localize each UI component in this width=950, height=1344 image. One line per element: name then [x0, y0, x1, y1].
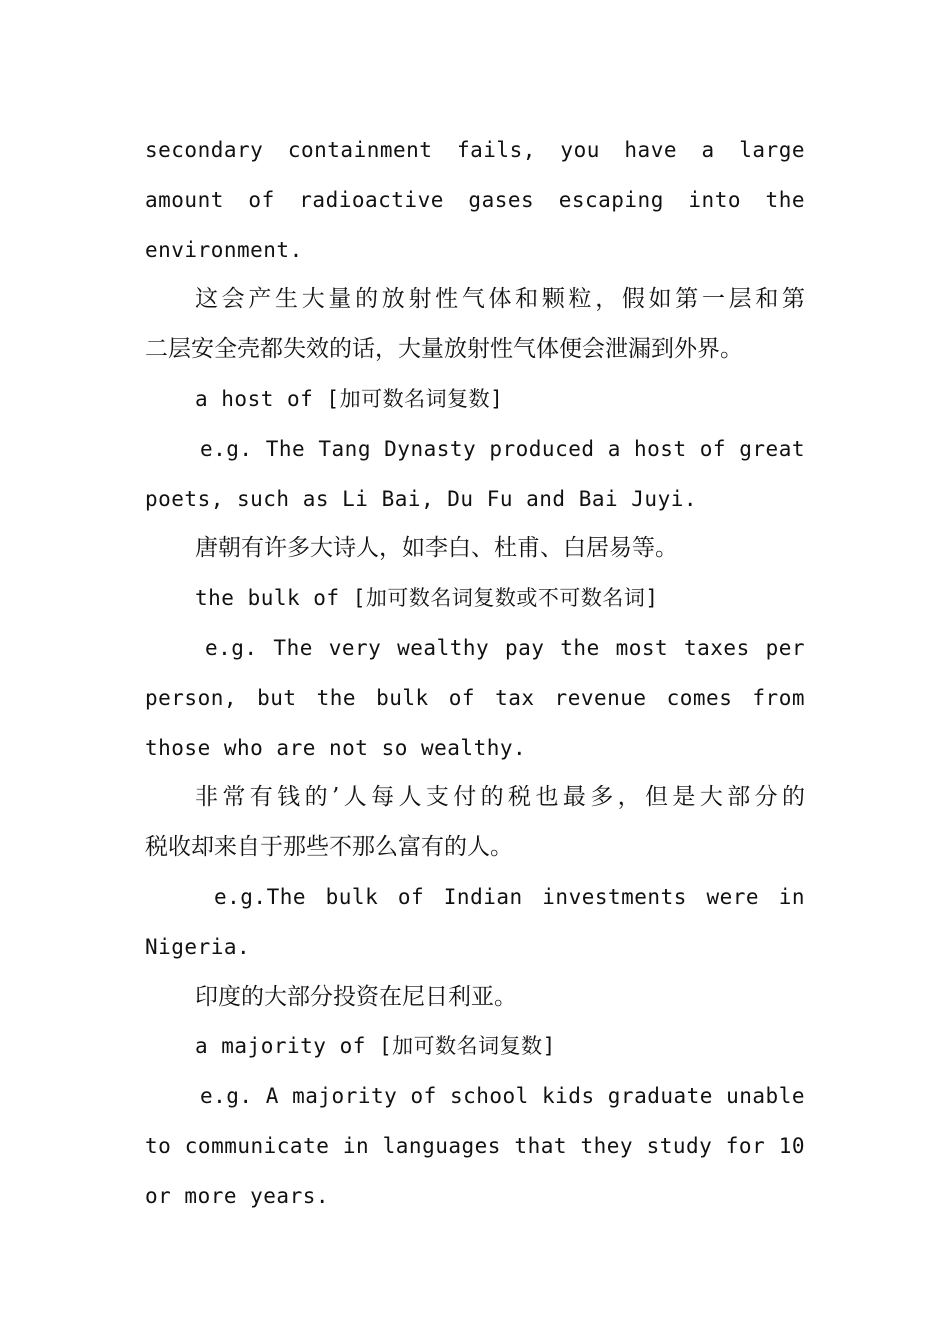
- example-line-4: person, but the bulk of tax revenue comes from: [145, 685, 805, 710]
- example-line-5: those who are not so wealthy.: [145, 735, 527, 760]
- document-page: [145, 126, 805, 1222]
- example-line-7: Nigeria.: [145, 934, 251, 959]
- example-line-6: e.g.The bulk of Indian investments were in: [214, 884, 805, 909]
- phrase-heading-a-host-of: a host of [加可数名词复数]: [195, 386, 504, 411]
- example-line-10: or more years.: [145, 1183, 330, 1208]
- example-line-8: e.g. A majority of school kids graduate unable: [200, 1084, 805, 1109]
- translation-line-5: 税收却来自于那些不那么富有的人。: [145, 834, 513, 861]
- text-line-2: amount of radioactive gases escaping into the: [145, 187, 805, 212]
- phrase-heading-a-majority-of: a majority of [加可数名词复数]: [195, 1034, 556, 1059]
- example-line-2: poets, such as Li Bai, Du Fu and Bai Juyi.: [145, 486, 698, 511]
- translation-line-2: 二层安全壳都失效的话，大量放射性气体便会泄漏到外界。: [145, 336, 743, 363]
- phrase-heading-the-bulk-of: the bulk of [加可数名词复数或不可数名词]: [195, 586, 659, 611]
- translation-line-3: 唐朝有许多大诗人，如李白、杜甫、白居易等。: [195, 535, 678, 562]
- translation-line-1: 这会产生大量的放射性气体和颗粒，假如第一层和第: [195, 286, 805, 313]
- example-line-3: e.g. The very wealthy pay the most taxes per: [205, 635, 805, 660]
- example-line-1: e.g. The Tang Dynasty produced a host of great: [200, 436, 805, 461]
- example-line-9: to communicate in languages that they study for 10: [145, 1133, 805, 1158]
- translation-line-4: 非常有钱的’人每人支付的税也最多，但是大部分的: [195, 784, 805, 811]
- translation-line-6: 印度的大部分投资在尼日利亚。: [195, 983, 517, 1010]
- text-line-3: environment.: [145, 237, 303, 262]
- text-line-1: secondary containment fails, you have a large: [145, 138, 805, 162]
